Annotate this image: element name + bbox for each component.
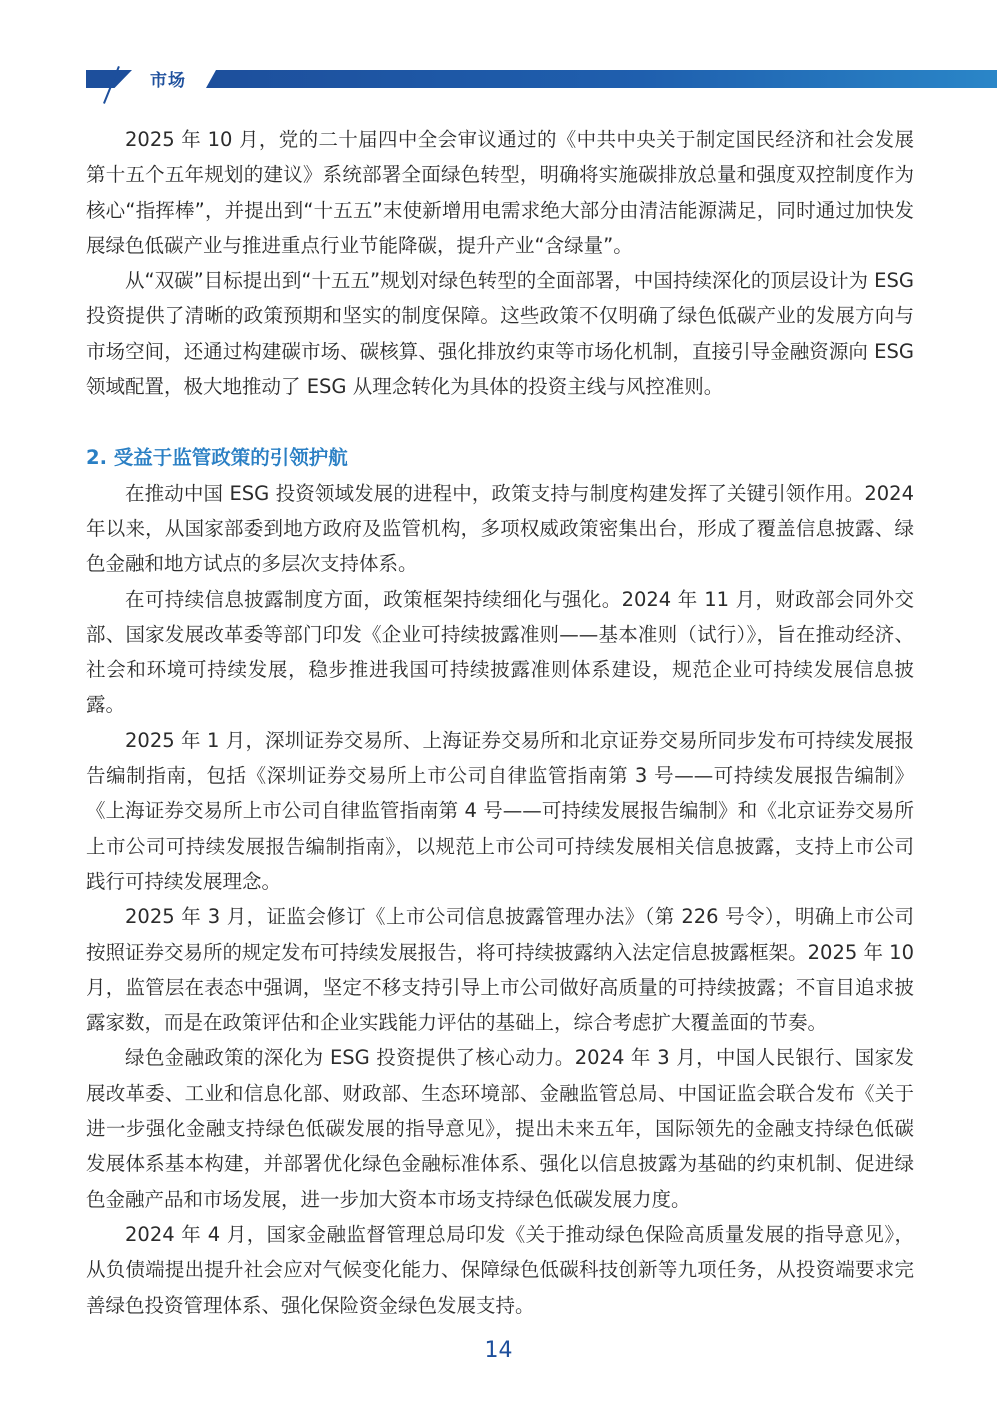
section-paragraph-1: 在推动中国 ESG 投资领域发展的进程中，政策支持与制度构建发挥了关键引领作用。2024 年以来，从国家部委到地方政府及监管机构，多项权威政策密集出台，形成了覆盖信息披露、绿色金融和地方试点的多层次支持体系。 (86, 481, 914, 576)
intro-paragraph-1: 2025 年 10 月，党的二十届四中全会审议通过的《中共中央关于制定国民经济和社会发展第十五个五年规划的建议》系统部署全面绿色转型，明确将实施碳排放总量和强度双控制度作为核心“指挥棒”，并提出到“十五五”末使新增用电需求绝大部分由清洁能源满足，同时通过加快发展绿色低碳产业与推进重点行业节能降碳，提升产业“含绿量”。 (86, 128, 914, 257)
header-gradient-bar (206, 70, 997, 88)
intro-paragraph-2: 从“双碳”目标提出到“十五五”规划对绿色转型的全面部署，中国持续深化的顶层设计为 ESG 投资提供了清晰的政策预期和坚实的制度保障。这些政策不仅明确了绿色低碳产业的发展方向与市场空间，还通过构建碳市场、碳核算、强化排放约束等市场化机制，直接引导金融资源向 ESG 领域配置，极大地推动了 ESG 从理念转化为具体的投资主线与风控准则。 (86, 269, 914, 399)
section-paragraph-4: 2025 年 3 月，证监会修订《上市公司信息披露管理办法》（第 226 号令），明确上市公司按照证券交易所的规定发布可持续发展报告，将可持续披露纳入法定信息披露框架。2025 年 10 月，监管层在表态中强调，坚定不移支持引导上市公司做好高质量的可持续披露；不盲目追求披露家数，而是在政策评估和企业实践能力评估的基础上，综合考虑扩大覆盖面的节奏。 (86, 905, 914, 1035)
page-header (0, 0, 997, 110)
section-paragraph-3: 2025 年 1 月，深圳证券交易所、上海证券交易所和北京证券交易所同步发布可持续发展报告编制指南，包括《深圳证券交易所上市公司自律监管指南第 3 号——可持续发展报告编制》《上海证券交易所上市公司自律监管指南第 4 号——可持续发展报告编制》和《北京证券交易所上市公司可持续发展报告编制指南》，以规范上市公司可持续发展相关信息披露，支持上市公司践行可持续发展理念。 (86, 728, 914, 893)
header-section-label: 市场 (150, 71, 186, 91)
page-number: 14 (484, 1338, 513, 1363)
article-body (86, 122, 914, 1323)
section-heading: 2. 受益于监管政策的引领护航 (86, 446, 348, 470)
section-paragraph-5: 绿色金融政策的深化为 ESG 投资提供了核心动力。2024 年 3 月，中国人民银行、国家发展改革委、工业和信息化部、财政部、生态环境部、金融监管总局、中国证监会联合发布《关于进一步强化金融支持绿色低碳发展的指导意见》，提出未来五年，国际领先的金融支持绿色低碳发展体系基本构建，并部署优化绿色金融标准体系、强化以信息披露为基础的约束机制、促进绿色金融产品和市场发展，进一步加大资本市场支持绿色低碳发展力度。 (86, 1046, 914, 1211)
section-paragraph-2: 在可持续信息披露制度方面，政策框架持续细化与强化。2024 年 11 月，财政部会同外交部、国家发展改革委等部门印发《企业可持续披露准则——基本准则（试行）》，旨在推动经济、社会和环境可持续发展，稳步推进我国可持续披露准则体系建设，规范企业可持续发展信息披露。 (86, 587, 914, 717)
section-paragraph-6: 2024 年 4 月，国家金融监督管理总局印发《关于推动绿色保险高质量发展的指导意见》，从负债端提出提升社会应对气候变化能力、保障绿色低碳科技创新等九项任务，从投资端要求完善绿色投资管理体系、强化保险资金绿色发展支持。 (86, 1222, 914, 1317)
